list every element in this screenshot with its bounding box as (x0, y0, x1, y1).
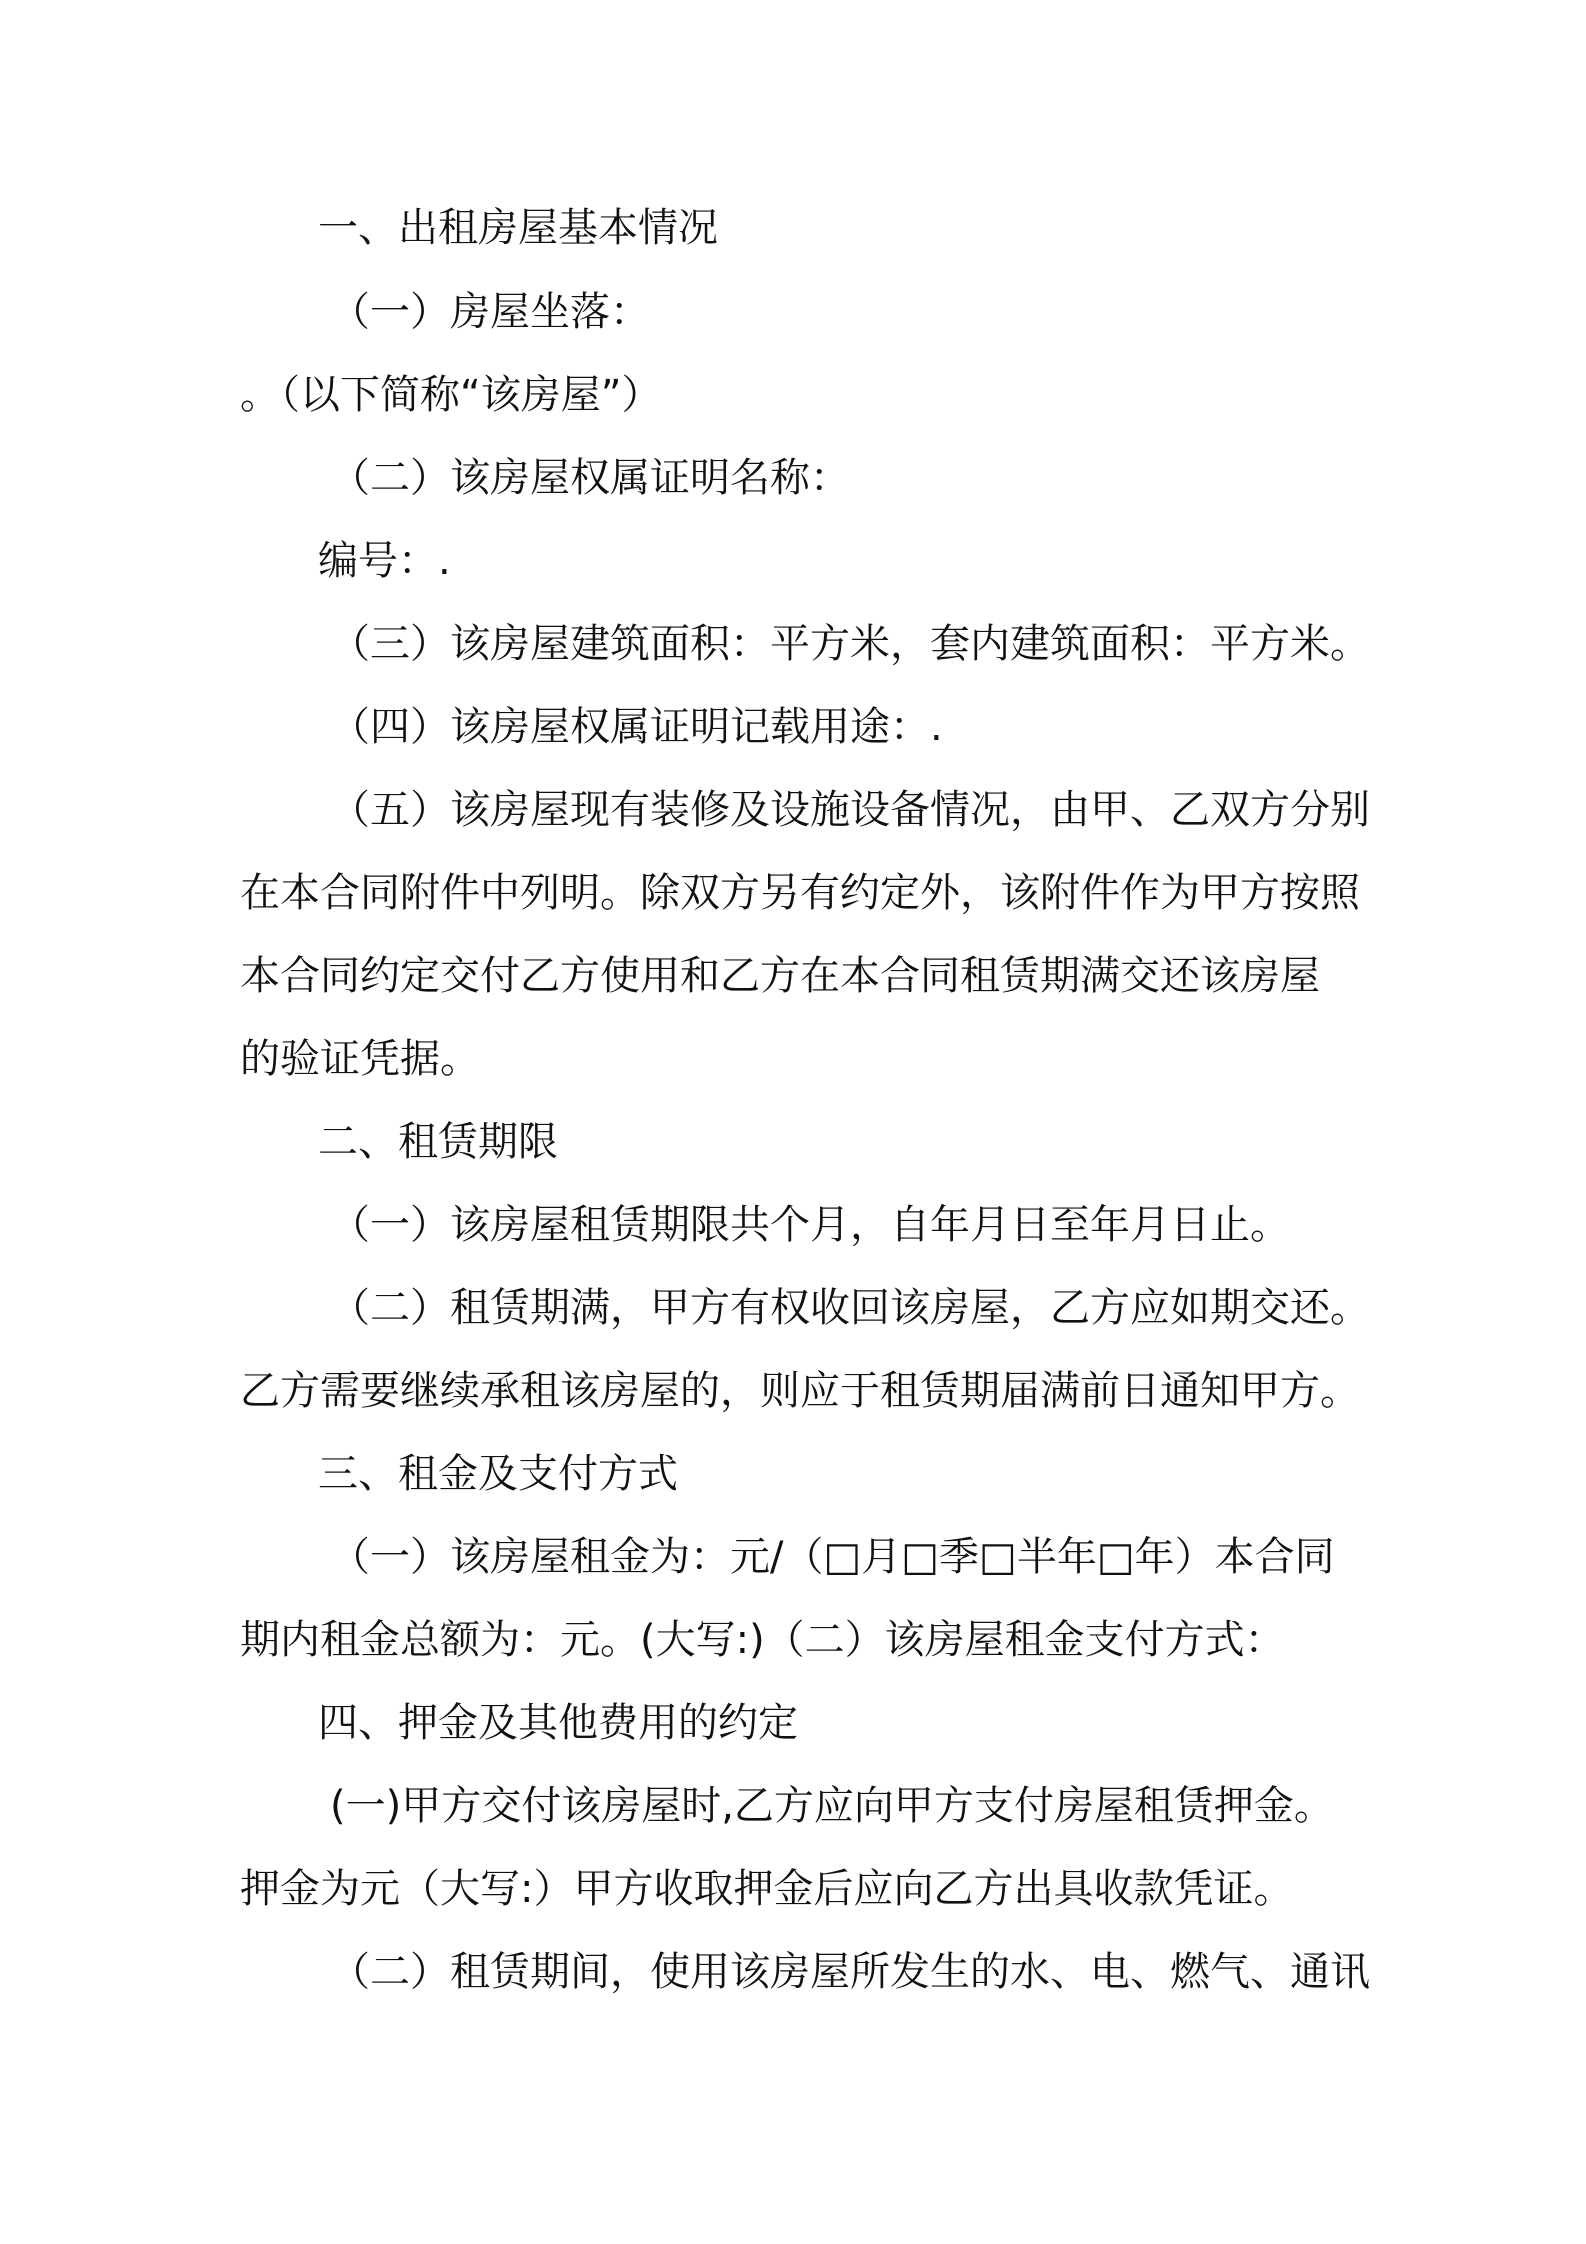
clause-rent-line-1: （一）该房屋租金为：元/（□月□季□半年□年）本合同 (330, 1534, 1335, 1580)
clause-deposit-line-2: 押金为元（大写:）甲方收取押金后应向乙方出具收款凭证。 (240, 1866, 1294, 1912)
clause-house-location: （一）房屋坐落： (330, 289, 650, 335)
section-heading-2: 二、租赁期限 (318, 1119, 558, 1165)
section-heading-3: 三、租金及支付方式 (318, 1451, 678, 1497)
clause-cert-usage: （四）该房屋权属证明记载用途：. (330, 704, 943, 750)
clause-cert-number: 编号：. (318, 538, 451, 584)
clause-building-area: （三）该房屋建筑面积：平方米，套内建筑面积：平方米。 (330, 621, 1370, 667)
clause-rent-line-2: 期内租金总额为：元。(大写:)（二）该房屋租金支付方式： (240, 1617, 1285, 1663)
clause-deposit-line-1: (一)甲方交付该房屋时,乙方应向甲方支付房屋租赁押金。 (330, 1783, 1334, 1829)
clause-lease-term: （一）该房屋租赁期限共个月，自年月日至年月日止。 (330, 1202, 1290, 1248)
clause-ownership-cert-name: （二）该房屋权属证明名称： (330, 455, 850, 501)
clause-utilities-line-1: （二）租赁期间，使用该房屋所发生的水、电、燃气、通讯 (330, 1949, 1370, 1995)
clause-house-alias: 。（以下简称“该房屋”） (240, 372, 662, 418)
clause-decoration-line-3: 本合同约定交付乙方使用和乙方在本合同租赁期满交还该房屋 (240, 953, 1320, 999)
section-heading-1: 一、出租房屋基本情况 (318, 205, 718, 251)
clause-decoration-line-1: （五）该房屋现有装修及设施设备情况，由甲、乙双方分别 (330, 787, 1370, 833)
clause-lease-expiry-line-1: （二）租赁期满，甲方有权收回该房屋，乙方应如期交还。 (330, 1285, 1370, 1331)
clause-decoration-line-4: 的验证凭据。 (240, 1036, 480, 1082)
clause-lease-expiry-line-2: 乙方需要继续承租该房屋的，则应于租赁期届满前日通知甲方。 (240, 1368, 1360, 1414)
clause-decoration-line-2: 在本合同附件中列明。除双方另有约定外，该附件作为甲方按照 (240, 870, 1360, 916)
section-heading-4: 四、押金及其他费用的约定 (318, 1700, 798, 1746)
